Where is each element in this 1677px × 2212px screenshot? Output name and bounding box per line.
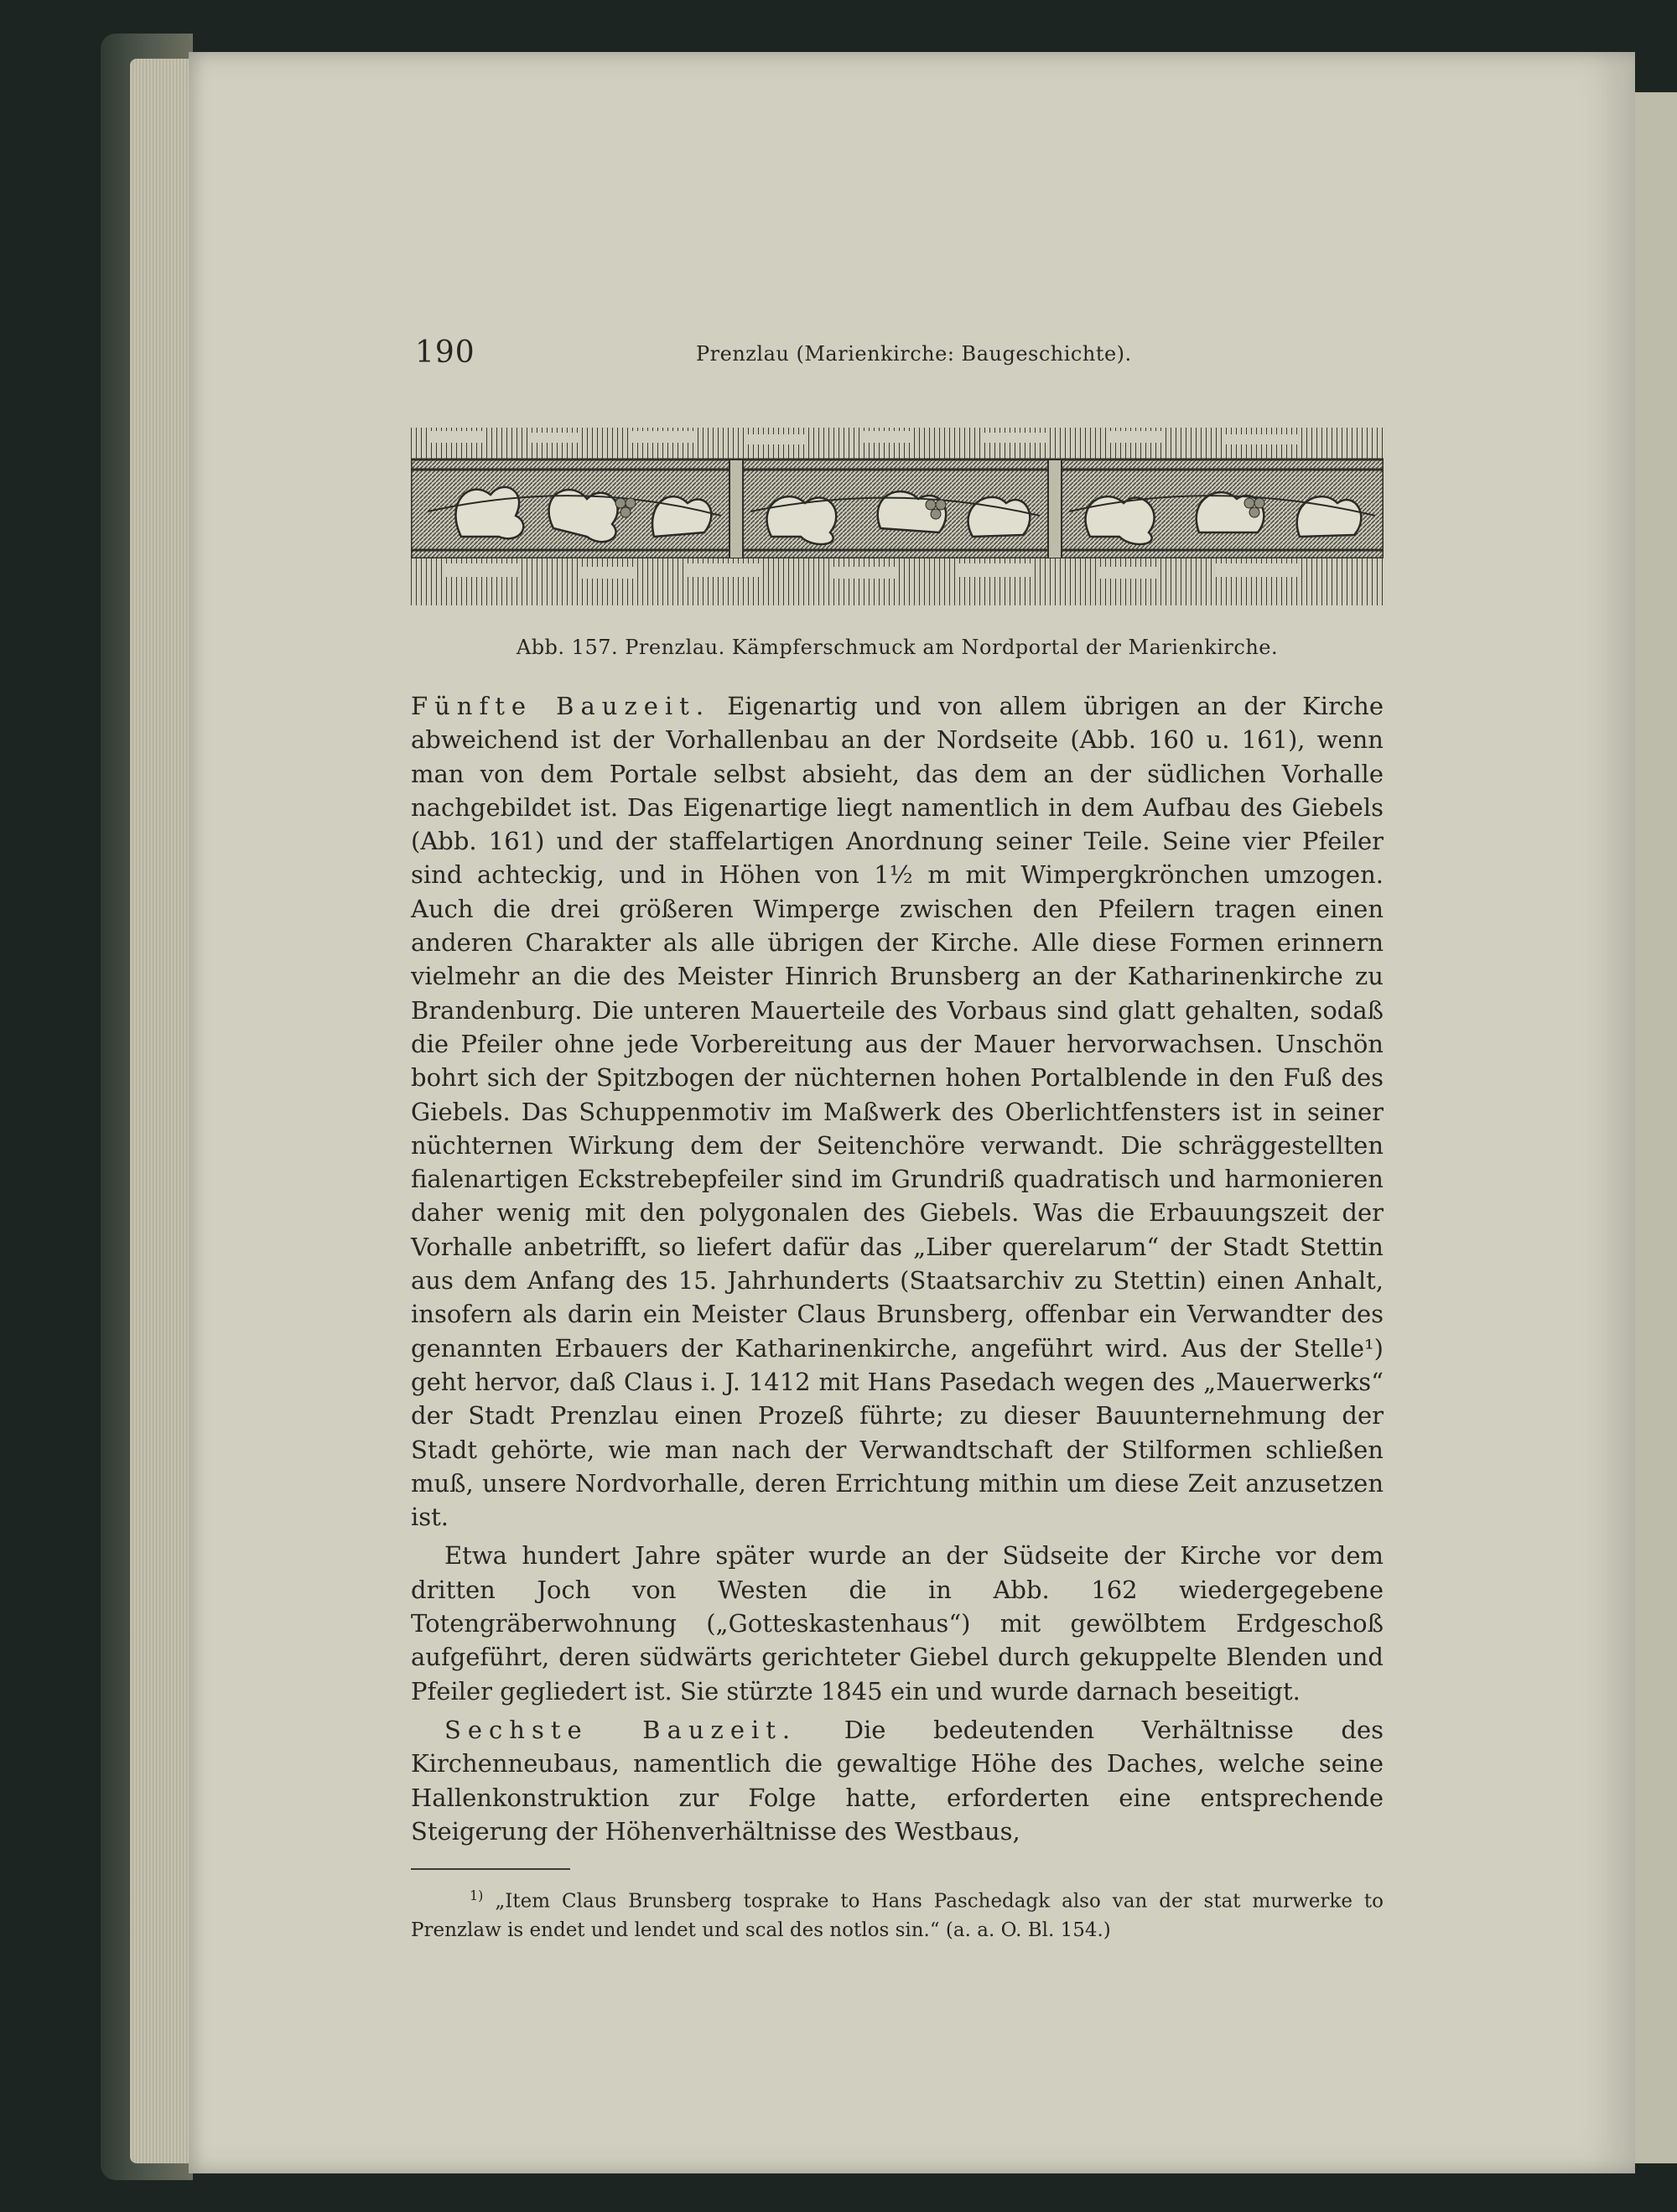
frieze-illustration <box>411 411 1384 612</box>
section-heading-5: Fünfte Bauzeit. <box>411 692 711 720</box>
page-content <box>411 327 1384 1945</box>
footnote-text: „Item Claus Brunsberg tosprake to Hans Paschedagk also van der stat murwerke to Prenzlaw is endet und lendet und scal des notlos sin.“ (a. a. O. Bl. 154.) <box>411 1890 1384 1941</box>
running-head: Prenzlau (Marienkirche: Baugeschichte). <box>696 342 1132 366</box>
paragraph-section-6 <box>411 1713 1384 1848</box>
page-number: 190 <box>415 335 475 370</box>
body-text <box>411 689 1384 1848</box>
page-header <box>411 327 1384 377</box>
footnote-rule <box>411 1868 570 1870</box>
section-heading-6: Sechste Bauzeit. <box>444 1715 797 1744</box>
facing-page-edge <box>1635 92 1677 2163</box>
footnote <box>411 1882 1384 1945</box>
paragraph-section-5 <box>411 689 1384 1534</box>
ornament-figure <box>411 411 1384 659</box>
section-6-text: Die bedeutenden Verhältnisse des Kirchenneubaus, namentlich die gewaltige Höhe des Daches, welche seine Hallenkonstruktion zur Folge hatte, erforderten eine entsprechende Steigerung der Höhenverhältnisse des Westbaus, <box>411 1715 1384 1846</box>
section-5-text: Eigenartig und von allem übrigen an der Kirche abweichend ist der Vorhallenbau an der Nordseite (Abb. 160 u. 161), wenn man von dem Portale selbst absieht, das dem an der südlichen Vorhalle nachgebildet ist. Das Eigenartige liegt namentlich in dem Aufbau des Giebels (Abb. 161) und der staffelartigen Anordnung seiner Teile. Seine vier Pfeiler sind achteckig, und in Höhen von 1½ m mit Wimpergkrönchen umzogen. Auch die drei größeren Wimperge zwischen den Pfeilern tragen einen anderen Charakter als alle übrigen der Kirche. Alle diese Formen erinnern vielmehr an die des Meister Hinrich Brunsberg an der Katharinenkirche zu Brandenburg. Die unteren Mauerteile des Vorbaus sind glatt gehalten, sodaß die Pfeiler ohne jede Vorbereitung aus der Mauer hervorwachsen. Unschön bohrt sich der Spitzbogen der nüchternen hohen Portalblende in den Fuß des Giebels. Das Schuppenmotiv im Maßwerk des Oberlichtfensters ist in seiner nüchternen Wirkung dem der Seitenchöre verwandt. Die schräggestellten fialenartigen Eckstrebepfeiler sind im Grundriß quadratisch und harmonieren daher wenig mit den polygonalen des Giebels. Was die Erbauungszeit der Vorhalle anbetrifft, so liefert dafür das „Liber querelarum“ der Stadt Stettin aus dem Anfang des 15. Jahrhunderts (Staatsarchiv zu Stettin) einen Anhalt, insofern als darin ein Meister Claus Brunsberg, offenbar ein Verwandter des genannten Erbauers der Katharinenkirche, angeführt wird. Aus der Stelle¹) geht hervor, daß Claus i. J. 1412 mit Hans Pasedach wegen des „Mauerwerks“ der Stadt Prenzlau einen Prozeß führte; zu dieser Bauunternehmung der Stadt gehörte, wie man nach der Verwandtschaft der Stilformen schließen muß, unsere Nordvorhalle, deren Errichtung mithin um diese Zeit anzusetzen ist. <box>411 692 1384 1532</box>
footnote-mark: 1) <box>470 1887 484 1904</box>
paragraph-gotteskastenhaus: Etwa hundert Jahre später wurde an der Südseite der Kirche vor dem dritten Joch von Westen die in Abb. 162 wiedergegebene Totengräberwohnung („Gotteskastenhaus“) mit gewölbtem Erdgeschoß aufgeführt, deren südwärts gerichteter Giebel durch gekuppelte Blenden und Pfeiler gegliedert ist. Sie stürzte 1845 ein und wurde darnach beseitigt. <box>411 1541 1384 1706</box>
figure-caption: Abb. 157. Prenzlau. Kämpferschmuck am Nordportal der Marienkirche. <box>516 636 1279 659</box>
